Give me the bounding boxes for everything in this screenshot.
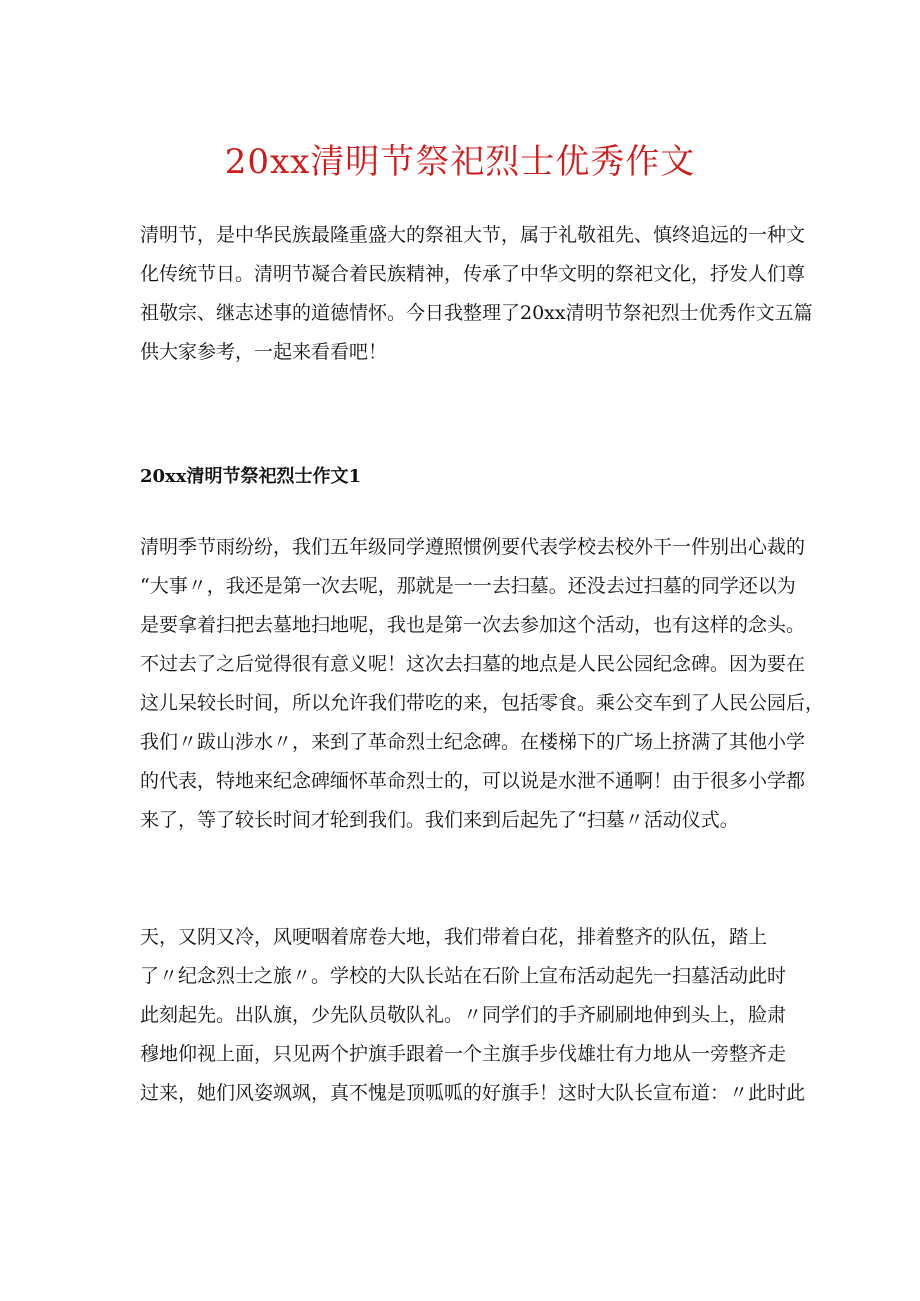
essay-line: 来了，等了较长时间才轮到我们。我们来到后起先了“扫墓〃活动仪式。 [140, 809, 739, 831]
essay-line: 过来，她们风姿飒飒，真不愧是顶呱呱的好旗手！这时大队长宣布道：〃此时此 [140, 1082, 806, 1104]
essay-line: 我们〃跋山涉水〃，来到了革命烈士纪念碑。在楼梯下的广场上挤满了其他小学 [140, 731, 806, 753]
document-title: 20xx清明节祭祀烈士优秀作文 [224, 142, 696, 182]
intro-line: 化传统节日。清明节凝合着民族精神，传承了中华文明的祭祀文化，抒发人们尊 [140, 263, 806, 285]
essay-line: 了〃纪念烈士之旅〃。学校的大队长站在石阶上宣布活动起先一扫墓活动此时 [140, 965, 787, 987]
essay-line: 这儿呆较长时间，所以允许我们带吃的来，包括零食。乘公交车到了人民公园后， [140, 692, 825, 714]
essay-line: 天，又阴又冷，风哽咽着席卷大地，我们带着白花，排着整齐的队伍，踏上 [140, 926, 768, 948]
intro-line: 清明节，是中华民族最隆重盛大的祭祖大节，属于礼敬祖先、慎终追远的一种文 [140, 224, 806, 246]
essay-paragraph-1 [140, 528, 825, 840]
intro-line: 供大家参考，一起来看看吧！ [140, 341, 388, 363]
essay-line: 此刻起先。出队旗，少先队员敬队礼。〃同学们的手齐刷刷地伸到头上，脸肃 [140, 1004, 787, 1026]
section-heading: 20xx清明节祭祀烈士作文1 [140, 466, 362, 487]
essay-line: “大事〃，我还是第一次去呢，那就是一一去扫墓。还没去过扫墓的同学还以为 [140, 575, 796, 597]
essay-paragraph-2 [140, 918, 806, 1113]
essay-line: 是要拿着扫把去墓地扫地呢，我也是第一次去参加这个活动，也有这样的念头。 [140, 614, 806, 636]
essay-line: 不过去了之后觉得很有意义呢！这次去扫墓的地点是人民公园纪念碑。因为要在 [140, 653, 806, 675]
essay-line: 的代表，特地来纪念碑缅怀革命烈士的，可以说是水泄不通啊！由于很多小学都 [140, 770, 806, 792]
essay-line: 穆地仰视上面，只见两个护旗手跟着一个主旗手步伐雄壮有力地从一旁整齐走 [140, 1043, 787, 1065]
intro-line: 祖敬宗、继志述事的道德情怀。今日我整理了20xx清明节祭祀烈士优秀作文五篇 [140, 302, 813, 324]
intro-paragraph [140, 216, 813, 372]
essay-line: 清明季节雨纷纷，我们五年级同学遵照惯例要代表学校去校外干一件别出心裁的 [140, 536, 806, 558]
